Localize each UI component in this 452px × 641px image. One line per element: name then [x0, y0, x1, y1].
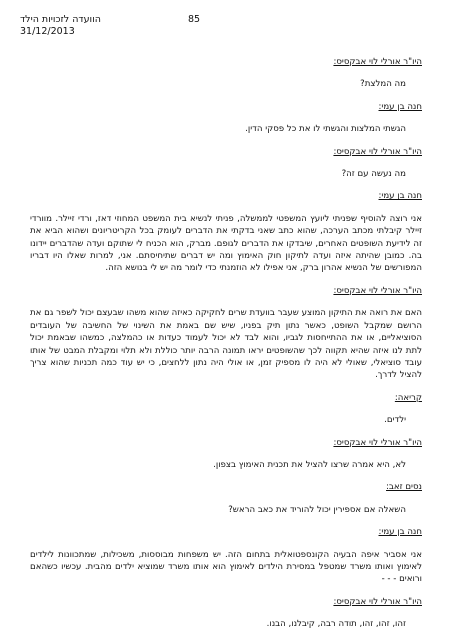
- speaker-label: היו"ר אורלי לוי אבקסיס:: [333, 596, 422, 607]
- speaker-label: חנה בן עמי:: [378, 527, 422, 538]
- speaker-label: היו"ר אורלי לוי אבקסיס:: [333, 57, 422, 67]
- utterance-paragraph: אני רוצה להוסיף שפניתי ליועץ המשפטי לממשלה, פניתי לנשיא בית המשפט המחוזי דאז, ורדי זיילר. מוורדי זיילר קיבלתי מכתב הערכה, שהוא כתב שאני בדקתי את הדברים לעומק בכל הקריטריונים ושהוא הביא את זה לידיעת השופטים האחרים, שיבדקו את הדברים לגופם. מברק, הוא הכניח לי שתוקם ועדה שהדברים יידונו בה. כמובן שהיתה איזה ועדה לתיקון חוק האימוץ ומה יש דברים שתיחיסתם. אני, למרות שאלו היו דבריו המפורשים של הנשיא אהרון ברק, אני אפילו לא הוזמנתי כדי לומר מה יש לי בנושא הזה.: [30, 213, 422, 274]
- utterance: לא, היא אמרה שרצו להציל את תכנית האימוץ בצפון.: [213, 459, 406, 470]
- page-header: [20, 14, 220, 38]
- speaker-label: היו"ר אורלי לוי אבקסיס:: [333, 285, 422, 296]
- committee-name: הוועדה לזכויות הילד: [20, 14, 101, 25]
- utterance: מה המלצת?: [360, 79, 406, 90]
- speaker-label: חנה בן עמי:: [378, 101, 422, 112]
- speaker-label: היו"ר אורלי לוי אבקסיס:: [333, 146, 422, 157]
- utterance: ילדים.: [384, 415, 406, 426]
- utterance: השאלה אם אספירין יכול להוריד את כאב הראש?: [228, 504, 406, 515]
- page-number: 85: [188, 14, 201, 25]
- utterance: מה נעשה עם זה?: [341, 169, 406, 180]
- speaker-label: קריאה:: [394, 392, 422, 403]
- utterance: הגשתי המלצות והגשתי לו את כל פסקי הדין.: [245, 124, 406, 135]
- utterance-paragraph: האם את רואה את התיקון המוצע שעבר בוועדת שרים לחקיקה כאיזה שהוא משהו שבעצם יכול לשפר גם את הרושם שמקבל השופט, כאשר נתון תיק בפניו, שיש שם באמת את השינוי של החשיבה של העובדים הסוציאליים, או את ההתייחסות לגביו, והוא לבד לא יכול לעמוד כעדות או כהמלצה, כמשהו שבאמת יכול לתת לנו איזה שהיא תקווה לכך שהשופטים יראו תמונה הרבה יותר כוללת ולא תלוי ומקבלת המבט של אותו עובד סוציאלי, שאולי לא היה לו מספיק זמן, או אולי היה נתון ללחצים, כי יש עוד כמה תכניות שהוא צריך להציל לדרך.: [30, 308, 422, 381]
- speaker-label: חנה בן עמי:: [378, 191, 422, 202]
- session-date: 31/12/2013: [20, 26, 75, 37]
- speaker-label: נסים זאב:: [386, 482, 422, 493]
- utterance-paragraph: אני אסביר איפה הבעיה הקונספטואלית בתחום הזה. יש משפחות מבוססות, משכילות, שמתכוונות לילדים לאימוץ ואותו משרד שמטפל במסירת הילדים לאימוץ הוא אותו משרד שמוציא ילדים מהבית. עכשיו כשהאם ורואים - - -: [30, 549, 422, 585]
- utterance: זהו, זהו, זהו, תודה רבה, קיבלנו, הבנו.: [266, 619, 406, 630]
- speaker-label: היו"ר אורלי לוי אבקסיס:: [333, 437, 422, 448]
- transcript-body: [30, 56, 422, 641]
